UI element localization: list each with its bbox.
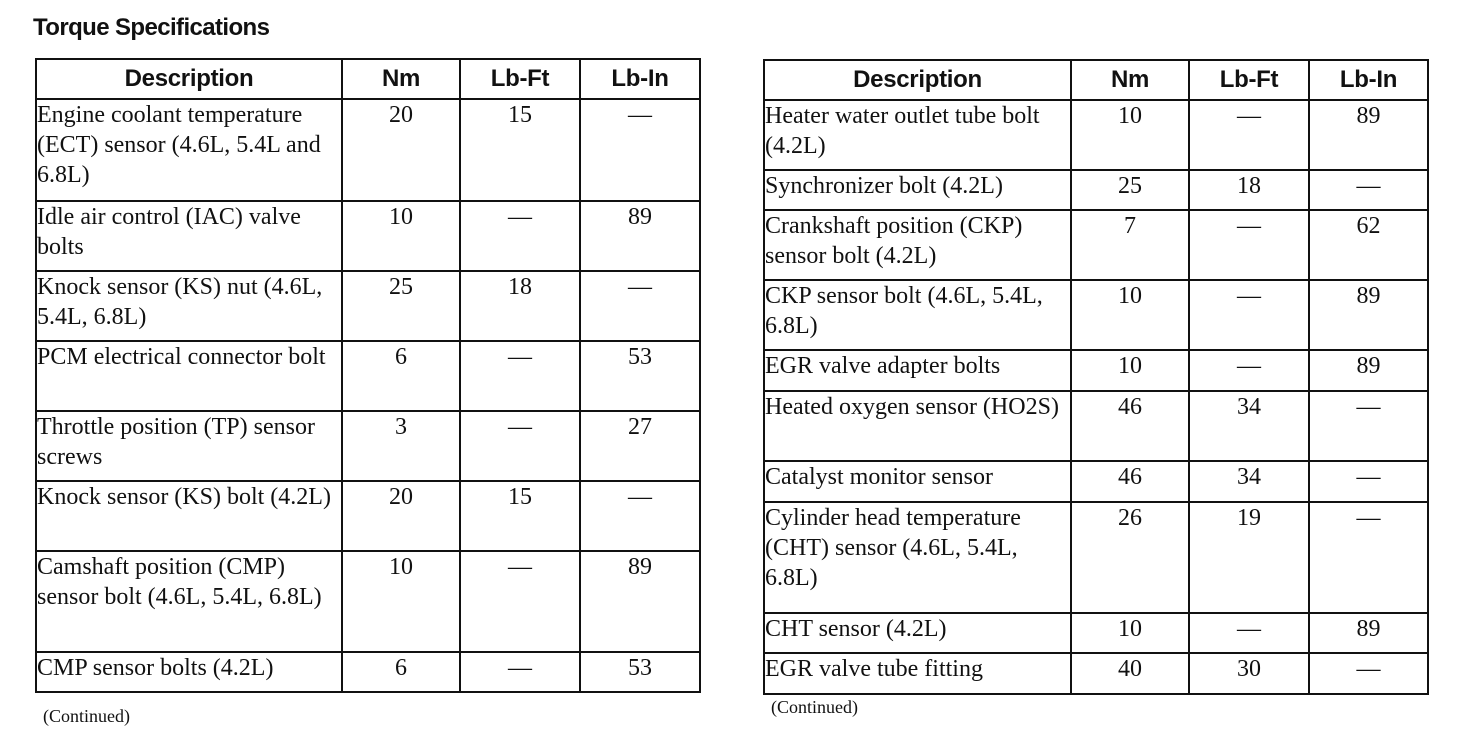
continued-note: (Continued)	[771, 697, 858, 717]
nm-cell: 3	[342, 411, 460, 481]
description-cell: Heated oxygen sensor (HO2S)	[764, 391, 1071, 461]
lb-in-cell: 89	[1309, 280, 1428, 350]
lb-ft-cell: —	[1189, 210, 1309, 280]
lb-in-cell: —	[580, 271, 700, 341]
lb-in-cell: —	[1309, 391, 1428, 461]
description-cell: Cylinder head temperature (CHT) sensor (4.6L, 5.4L, 6.8L)	[764, 502, 1071, 613]
table-row	[764, 350, 1428, 391]
torque-table-left	[35, 58, 701, 693]
lb-in-cell: 62	[1309, 210, 1428, 280]
table-row	[36, 481, 700, 551]
table-row	[764, 170, 1428, 210]
lb-ft-cell: —	[460, 652, 580, 692]
page-title: Torque Specifications	[33, 14, 270, 41]
header-nm: Nm	[1071, 60, 1189, 100]
table-row	[764, 280, 1428, 350]
lb-ft-cell: —	[1189, 613, 1309, 653]
description-cell: Throttle position (TP) sensor screws	[36, 411, 342, 481]
lb-ft-cell: 34	[1189, 461, 1309, 502]
lb-ft-cell: —	[460, 341, 580, 411]
description-cell: EGR valve adapter bolts	[764, 350, 1071, 391]
lb-in-cell: —	[1309, 502, 1428, 613]
nm-cell: 6	[342, 341, 460, 411]
header-lb-ft: Lb-Ft	[1189, 60, 1309, 100]
description-cell: Knock sensor (KS) nut (4.6L, 5.4L, 6.8L)	[36, 271, 342, 341]
description-cell: Heater water outlet tube bolt (4.2L)	[764, 100, 1071, 170]
lb-in-cell: —	[580, 99, 700, 201]
lb-ft-cell: —	[1189, 280, 1309, 350]
lb-in-cell: 27	[580, 411, 700, 481]
torque-table-right	[763, 59, 1429, 695]
header-nm: Nm	[342, 59, 460, 99]
description-cell: Idle air control (IAC) valve bolts	[36, 201, 342, 271]
table-row	[764, 653, 1428, 694]
description-cell: Engine coolant temperature (ECT) sensor (4.6L, 5.4L and 6.8L)	[36, 99, 342, 201]
table-header-row	[36, 59, 700, 99]
lb-in-cell: 89	[1309, 350, 1428, 391]
description-cell: Camshaft position (CMP) sensor bolt (4.6L, 5.4L, 6.8L)	[36, 551, 342, 652]
continued-note: (Continued)	[43, 706, 130, 726]
lb-ft-cell: 18	[460, 271, 580, 341]
lb-in-cell: 89	[580, 201, 700, 271]
description-cell: EGR valve tube fitting	[764, 653, 1071, 694]
table-row	[36, 341, 700, 411]
table-row	[764, 391, 1428, 461]
table-row	[36, 201, 700, 271]
description-cell: CMP sensor bolts (4.2L)	[36, 652, 342, 692]
table-row	[764, 100, 1428, 170]
lb-ft-cell: —	[460, 551, 580, 652]
lb-in-cell: —	[1309, 461, 1428, 502]
nm-cell: 10	[342, 201, 460, 271]
header-description: Description	[764, 60, 1071, 100]
description-cell: Crankshaft position (CKP) sensor bolt (4.2L)	[764, 210, 1071, 280]
nm-cell: 10	[1071, 350, 1189, 391]
lb-ft-cell: 18	[1189, 170, 1309, 210]
table-row	[764, 502, 1428, 613]
lb-in-cell: 53	[580, 341, 700, 411]
table-row	[764, 461, 1428, 502]
table-row	[764, 613, 1428, 653]
lb-in-cell: 89	[580, 551, 700, 652]
header-lb-in: Lb-In	[580, 59, 700, 99]
lb-in-cell: —	[1309, 170, 1428, 210]
lb-ft-cell: 34	[1189, 391, 1309, 461]
nm-cell: 40	[1071, 653, 1189, 694]
lb-in-cell: 89	[1309, 100, 1428, 170]
description-cell: Synchronizer bolt (4.2L)	[764, 170, 1071, 210]
table-row	[36, 652, 700, 692]
lb-ft-cell: 15	[460, 99, 580, 201]
lb-in-cell: —	[1309, 653, 1428, 694]
description-cell: Knock sensor (KS) bolt (4.2L)	[36, 481, 342, 551]
lb-ft-cell: 19	[1189, 502, 1309, 613]
lb-ft-cell: —	[1189, 100, 1309, 170]
table-row	[764, 210, 1428, 280]
lb-ft-cell: 30	[1189, 653, 1309, 694]
nm-cell: 10	[342, 551, 460, 652]
table-row	[36, 551, 700, 652]
nm-cell: 20	[342, 481, 460, 551]
lb-ft-cell: 15	[460, 481, 580, 551]
lb-in-cell: —	[580, 481, 700, 551]
lb-in-cell: 89	[1309, 613, 1428, 653]
table-row	[36, 99, 700, 201]
description-cell: CKP sensor bolt (4.6L, 5.4L, 6.8L)	[764, 280, 1071, 350]
lb-ft-cell: —	[1189, 350, 1309, 391]
header-lb-in: Lb-In	[1309, 60, 1428, 100]
nm-cell: 46	[1071, 461, 1189, 502]
nm-cell: 20	[342, 99, 460, 201]
nm-cell: 25	[342, 271, 460, 341]
nm-cell: 10	[1071, 280, 1189, 350]
nm-cell: 10	[1071, 100, 1189, 170]
nm-cell: 6	[342, 652, 460, 692]
table-header-row	[764, 60, 1428, 100]
lb-ft-cell: —	[460, 411, 580, 481]
lb-in-cell: 53	[580, 652, 700, 692]
header-lb-ft: Lb-Ft	[460, 59, 580, 99]
header-description: Description	[36, 59, 342, 99]
table-row	[36, 271, 700, 341]
table-row	[36, 411, 700, 481]
nm-cell: 25	[1071, 170, 1189, 210]
description-cell: CHT sensor (4.2L)	[764, 613, 1071, 653]
nm-cell: 46	[1071, 391, 1189, 461]
lb-ft-cell: —	[460, 201, 580, 271]
description-cell: Catalyst monitor sensor	[764, 461, 1071, 502]
nm-cell: 26	[1071, 502, 1189, 613]
nm-cell: 7	[1071, 210, 1189, 280]
description-cell: PCM electrical connector bolt	[36, 341, 342, 411]
nm-cell: 10	[1071, 613, 1189, 653]
